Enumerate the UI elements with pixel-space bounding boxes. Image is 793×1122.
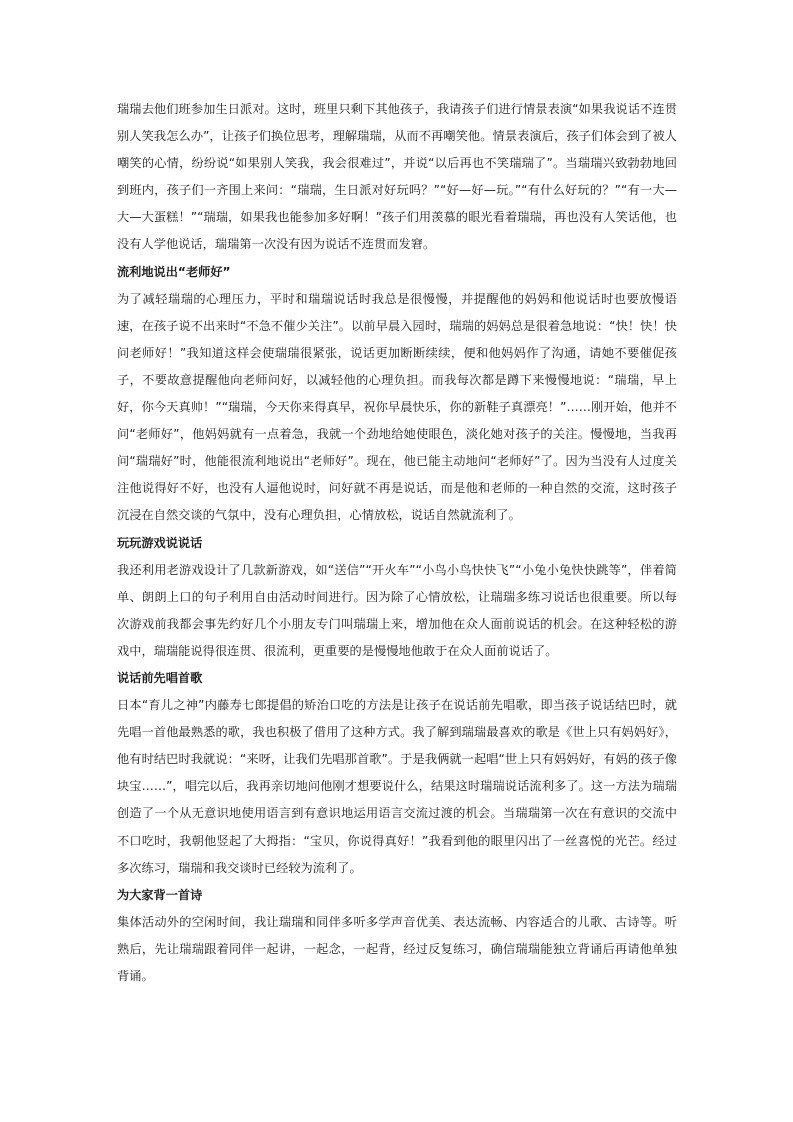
paragraph-singing: 日本“育儿之神”内藤寿七郎提倡的矫治口吃的方法是让孩子在说话前先唱歌，即当孩子说话结巴时，就先唱一首他最熟悉的歌，我也积极了借用了这种方式。我了解到瑞瑞最喜欢的歌是《世上只有妈妈好》，他有时结巴时我就说：“来呀，让我们先唱那首歌”。于是我俩就一起唱“世上只有妈妈好，有妈的孩子像块宝……”，唱完以后，我再亲切地问他刚才想要说什么，结果这时瑞瑞说话流利多了。这一方法为瑞瑞创造了一个从无意识地使用语言到有意识地运用语言交流过渡的机会。当瑞瑞第一次在有意识的交流中不口吃时，我朝他竖起了大拇指：“宝贝，你说得真好！”我看到他的眼里闪出了一丝喜悦的光芒。经过多次练习，瑞瑞和我交谈时已经较为流利了。 <box>117 698 677 875</box>
heading-greeting: 流利地说出“老师好” <box>117 264 231 279</box>
document-page <box>117 96 677 990</box>
heading-singing: 说话前先唱首歌 <box>117 670 203 685</box>
paragraph-greeting: 为了减轻瑞瑞的心理压力，平时和瑞瑞说话时我总是很慢慢，并提醒他的妈妈和他说话时也要放慢语速，在孩子说不出来时“不急不催少关注”。以前早晨入园时，瑞瑞的妈妈总是很着急地说：“快！快！快问老师好！”我知道这样会使瑞瑞很紧张，说话更加断断续续，便和他妈妈作了沟通，请她不要催促孩子，不要故意提醒他向老师问好，以减轻他的心理负担。而我每次都是蹲下来慢慢地说：“瑞瑞，早上好，你今天真帅！”“瑞瑞，今天你来得真早，祝你早晨快乐，你的新鞋子真漂亮！”……刚开始，他并不问“老师好”，他妈妈就有一点着急，我就一个劲地给她使眼色，淡化她对孩子的关注。慢慢地，当我再问“瑞瑞好”时，他能很流利地说出“老师好”。现在，他已能主动地问“老师好”了。因为当没有人过度关注他说得好不好，也没有人逼他说时，问好就不再是说话，而是他和老师的一种自然的交流，这时孩子沉浸在自然交谈的气氛中，没有心理负担，心情放松，说话自然就流利了。 <box>117 291 677 523</box>
heading-games: 玩玩游戏说说话 <box>117 535 203 550</box>
heading-poem: 为大家背一首诗 <box>117 887 203 902</box>
paragraph-games: 我还利用老游戏设计了几款新游戏，如“送信”“开火车”“小鸟小鸟快快飞”“小兔小兔快快跳等”，伴着简单、朗朗上口的句子利用自由活动时间进行。因为除了心情放松，让瑞瑞多练习说话也很重要。所以每次游戏前我都会事先约好几个小朋友专门叫瑞瑞上来，增加他在众人面前说话的机会。在这种轻松的游戏中，瑞瑞能说得很连贯、很流利，更重要的是慢慢地他敢于在众人面前说话了。 <box>117 562 677 658</box>
paragraph-poem: 集体活动外的空闲时间，我让瑞瑞和同伴多听多学声音优美、表达流畅、内容适合的儿歌、古诗等。听熟后，先让瑞瑞跟着同伴一起讲，一起念，一起背，经过反复练习，确信瑞瑞能独立背诵后再请他单独背诵。 <box>117 914 677 983</box>
paragraph-birthday-party: 瑞瑞去他们班参加生日派对。这时，班里只剩下其他孩子，我请孩子们进行情景表演“如果我说话不连贯别人笑我怎么办”，让孩子们换位思考，理解瑞瑞，从而不再嘲笑他。情景表演后，孩子们体会到了被人嘲笑的心情，纷纷说“如果别人笑我，我会很难过”，并说“以后再也不笑瑞瑞了”。当瑞瑞兴致勃勃地回到班内，孩子们一齐围上来问：“瑞瑞，生日派对好玩吗？”“好—好—玩。”“有什么好玩的？”“有一大—大—大蛋糕！”“瑞瑞，如果我也能参加多好啊！”孩子们用羡慕的眼光看着瑞瑞，再也没有人笑话他，也没有人学他说话，瑞瑞第一次没有因为说话不连贯而发窘。 <box>117 102 677 252</box>
